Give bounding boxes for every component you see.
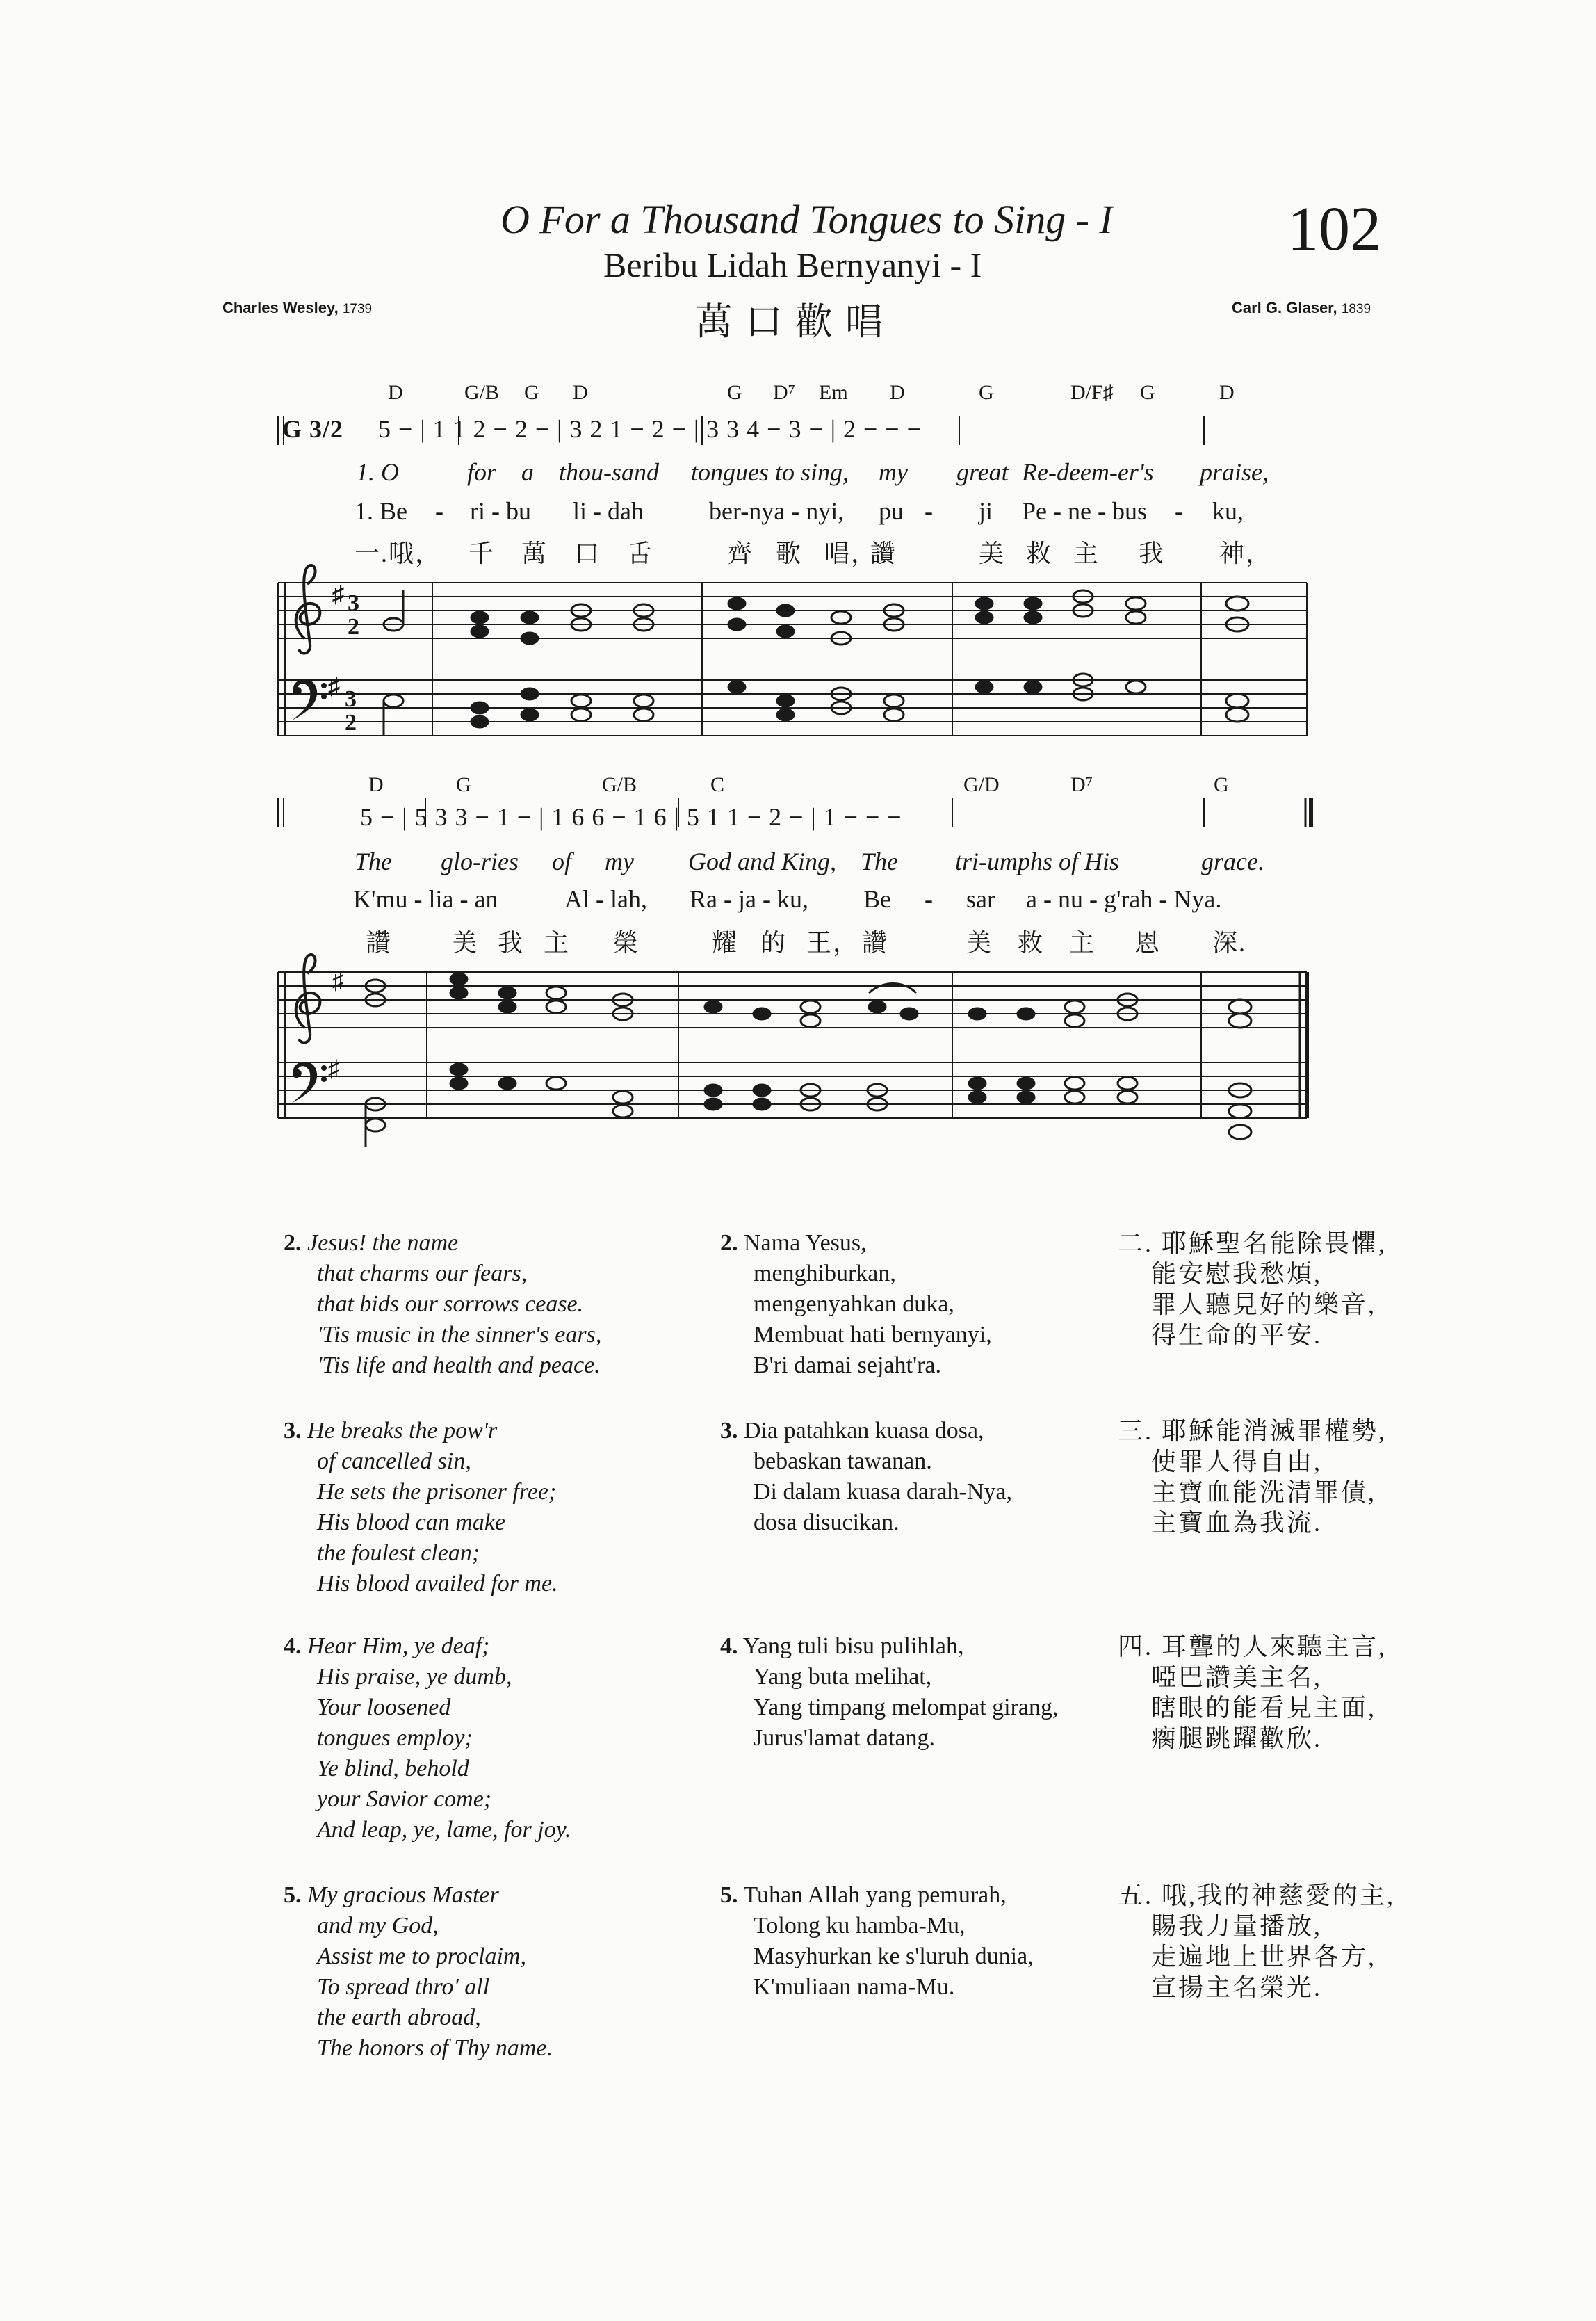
lyric-word: ri - bu xyxy=(470,497,531,525)
chord: G xyxy=(456,773,471,796)
notes-bass-1 xyxy=(384,674,1248,736)
lyric-word: - xyxy=(435,497,443,525)
lyric-char: 救 xyxy=(1026,540,1053,567)
lyric-word: for xyxy=(467,458,497,486)
chord: D xyxy=(890,381,905,404)
lyrics-indonesian-2 xyxy=(278,884,1321,916)
number-notation: 5 − | 5 3 3 − 1 − | 1 6 6 − 1 6 | 5 1 1 − 2 − | 1 − − − xyxy=(360,803,902,831)
lyric-word: sar xyxy=(966,885,995,913)
svg-text:♯: ♯ xyxy=(328,674,340,699)
chord: D/F♯ xyxy=(1070,381,1114,404)
verse-2-chinese: 二. 耶穌聖名能除畏懼, 能安慰我愁煩, 罪人聽見好的樂音, 得生命的平安. xyxy=(1118,1229,1387,1349)
chord: G xyxy=(727,381,742,404)
lyric-word: thou-sand xyxy=(559,458,659,486)
svg-text:♯: ♯ xyxy=(332,582,344,608)
chord: G/B xyxy=(464,381,500,404)
chord: Em xyxy=(819,381,848,404)
staff-lines-1 xyxy=(278,416,1307,736)
lyric-char: 的 xyxy=(760,929,788,957)
lyric-char: 讚 xyxy=(366,929,393,957)
verse-3-chinese: 三. 耶穌能消滅罪權勢, 使罪人得自由, 主寶血能洗清罪債, 主寶血為我流. xyxy=(1118,1417,1387,1537)
lyric-char: 讚 xyxy=(862,929,889,957)
lyric-char: 主 xyxy=(1069,929,1096,957)
lyric-word: glo-ries xyxy=(441,848,519,875)
lyric-word: of xyxy=(552,848,572,875)
hymn-title-chinese: 萬口歡唱 xyxy=(695,301,895,343)
lyric-word: Ra - ja - ku, xyxy=(690,885,808,913)
lyric-word: Be xyxy=(863,885,891,913)
lyric-word: 1. Be xyxy=(355,497,407,525)
lyric-char: 歌 xyxy=(776,540,803,567)
lyric-word: ji xyxy=(979,497,993,525)
lyric-char: 救 xyxy=(1018,929,1045,957)
lyric-word: God and King, xyxy=(688,848,837,875)
svg-text:♯: ♯ xyxy=(332,969,344,994)
lyric-word: Pe - ne - bus xyxy=(1022,497,1147,525)
hymn-number: 102 xyxy=(1287,195,1381,264)
lyric-char: 一.哦， xyxy=(355,540,442,567)
lyric-word: tri-umphs of xyxy=(955,848,1079,875)
lyric-word: Al - lah, xyxy=(564,885,647,913)
verse-4-indonesian: 4. Yang tuli bisu pulihlah, Yang buta melihat, Yang timpang melompat girang, Jurus'lamat datang. xyxy=(720,1633,1059,1751)
svg-text:2: 2 xyxy=(348,614,359,640)
lyrics-chinese-2 xyxy=(278,923,1321,955)
chord: D xyxy=(1219,381,1235,404)
chord: G xyxy=(979,381,994,404)
chord: G/B xyxy=(602,773,637,796)
notes-treble-1 xyxy=(384,590,1248,645)
verse-2-indonesian: 2. Nama Yesus, menghiburkan, mengenyahkan duka, Membuat hati bernyanyi, B'ri damai sejaht'ra. xyxy=(720,1230,992,1378)
verse-2-english: 2. Jesus! the name that charms our fears, that bids our sorrows cease. 'Tis music in the sinner's ears, 'Tis life and health and peace. xyxy=(284,1230,602,1378)
lyric-word: my xyxy=(605,848,634,875)
lyric-word: Re-deem-er's xyxy=(1022,458,1154,486)
chord: G xyxy=(1214,773,1229,796)
svg-text:3: 3 xyxy=(348,590,359,616)
lyric-char: 主 xyxy=(1073,540,1100,567)
lyric-word: The xyxy=(861,848,898,875)
lyric-char: 唱， xyxy=(824,540,878,567)
verse-3-english: 3. He breaks the pow'r of cancelled sin, He sets the prisoner free; His blood can make the foulest clean; His blood availed for me. xyxy=(284,1418,558,1596)
chord: D⁷ xyxy=(773,381,796,404)
lyric-word: - xyxy=(925,497,933,525)
lyric-word: K'mu - lia - an xyxy=(353,885,498,913)
lyric-word: my xyxy=(879,458,908,486)
svg-text:♯: ♯ xyxy=(328,1056,340,1082)
chord: G xyxy=(524,381,539,404)
verse-4-chinese: 四. 耳聾的人來聽主言, 啞巴讚美主名, 瞎眼的能看見主面, 瘸腿跳躍歡欣. xyxy=(1118,1633,1387,1752)
svg-text:3: 3 xyxy=(345,686,357,712)
lyric-word: His xyxy=(1084,848,1120,875)
lyric-word: li - dah xyxy=(573,497,644,525)
lyric-char: 耀 xyxy=(712,929,739,957)
lyric-char: 恩 xyxy=(1134,929,1162,957)
svg-text:2: 2 xyxy=(345,710,357,736)
lyric-char: 深. xyxy=(1212,929,1247,957)
lyric-char: 美 xyxy=(966,929,993,957)
lyric-word: ber-nya - nyi, xyxy=(709,497,845,525)
chord: C xyxy=(710,773,725,796)
chord-row-2 xyxy=(278,773,1321,801)
chord: D xyxy=(368,773,384,796)
lyric-char: 榮 xyxy=(613,929,640,957)
hymn-title-english: O For a Thousand Tongues to Sing - I xyxy=(500,197,1113,242)
verse-5-indonesian: 5. Tuhan Allah yang pemurah, Tolong ku hamba-Mu, Masyhurkan ke s'luruh dunia, K'muliaan nama-Mu. xyxy=(720,1882,1034,2000)
chord: D⁷ xyxy=(1070,773,1093,796)
lyric-word: praise, xyxy=(1200,458,1269,486)
lyric-char: 齊 xyxy=(727,540,754,567)
lyric-word: pu xyxy=(879,497,904,525)
lyric-char: 神， xyxy=(1219,540,1273,567)
chord: G xyxy=(1140,381,1155,404)
number-notation: 5 − | 1 1 2 − 2 − | 3 2 1 − 2 − | 3 3 4 − 3 − | 2 − − − xyxy=(378,415,922,443)
chord: D xyxy=(573,381,588,404)
lyric-word: grace. xyxy=(1201,848,1264,875)
lyric-word: The xyxy=(355,848,392,875)
key-signature: G 3/2 xyxy=(282,415,344,443)
composer-credit: Carl G. Glaser, 1839 xyxy=(1232,299,1371,316)
lyric-char: 口 xyxy=(574,540,601,567)
lyric-word: 1. O xyxy=(356,458,399,486)
lyrics-english-2 xyxy=(278,847,1321,878)
lyric-char: 我 xyxy=(498,929,525,957)
hymn-title-indonesian: Beribu Lidah Bernyanyi - I xyxy=(603,245,982,284)
lyric-word: great xyxy=(956,458,1009,486)
lyric-char: 美 xyxy=(452,929,479,957)
lyric-word: - xyxy=(925,885,933,913)
verse-5-chinese: 五. 哦,我的神慈愛的主, 賜我力量播放, 走遍地上世界各方, 宣揚主名榮光. xyxy=(1118,1882,1396,2001)
lyric-char: 我 xyxy=(1139,540,1166,567)
lyric-char: 舌 xyxy=(627,540,654,567)
lyric-char: 萬 xyxy=(521,540,548,567)
lyric-char: 讚 xyxy=(870,540,897,567)
lyric-char: 王， xyxy=(806,929,860,957)
verse-5-english: 5. My gracious Master and my God, Assist me to proclaim, To spread thro' all the earth abroad, The honors of Thy name. xyxy=(284,1882,553,2061)
lyric-word: tongues to sing, xyxy=(691,458,849,486)
number-notation-row-2 xyxy=(360,802,902,832)
lyric-char: 千 xyxy=(469,540,496,567)
verse-3-indonesian: 3. Dia patahkan kuasa dosa, bebaskan tawanan. Di dalam kuasa darah-Nya, dosa disucikan. xyxy=(720,1418,1012,1535)
lyric-word: - xyxy=(1175,497,1183,525)
lyric-word: a - nu - g'rah - Nya. xyxy=(1026,885,1222,913)
chord: G/D xyxy=(963,773,1000,796)
lyric-char: 美 xyxy=(979,540,1006,567)
chord: D xyxy=(388,381,403,404)
lyric-word: ku, xyxy=(1212,497,1244,525)
author-credit: Charles Wesley, 1739 xyxy=(222,299,373,316)
lyric-word: a xyxy=(521,458,534,486)
verse-4-english: 4. Hear Him, ye deaf; His praise, ye dumb, Your loosened tongues employ; Ye blind, behold your Savior come; And leap, ye, lame, for joy. xyxy=(284,1633,571,1843)
lyric-char: 主 xyxy=(544,929,571,957)
